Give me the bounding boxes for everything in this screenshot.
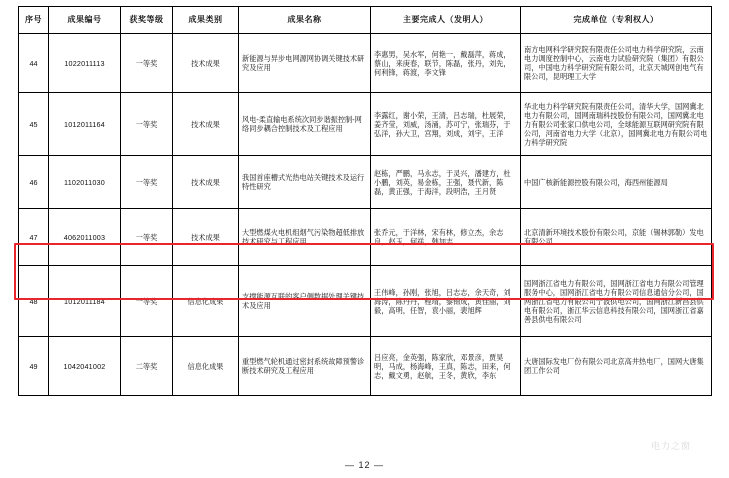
table-row <box>19 156 712 209</box>
cell-grade: 二等奖 <box>121 337 173 396</box>
cell-seq: 45 <box>19 93 49 156</box>
cell-code: 4062011003 <box>49 209 121 266</box>
cell-seq: 44 <box>19 34 49 93</box>
cell-type: 技术成果 <box>173 93 239 156</box>
cell-unit: 国网浙江省电力有限公司，国网浙江省电力有限公司管理服务中心，国网浙江省电力有限公司信息通信分公司，国网浙江省电力有限公司宁波供电公司，国网浙江新昌县供电有限公司，浙江华云信息科技有限公司，国网浙江省嘉善县供电有限公司 <box>521 266 712 337</box>
cell-people: 赵栋，严鹏，马永志，于灵兴，潘建方，杜小鹏，刘英，易金栋，王强，聂代新，陈磊，黄正强，于海洋，段明浩，王月贤 <box>371 156 521 209</box>
watermark-text: 电力之窗 <box>650 441 691 451</box>
column-header-grade: 获奖等级 <box>121 7 173 34</box>
cell-unit: 大唐国际发电厂份有限公司北京高井热电厂，国网大唐集团工作公司 <box>521 337 712 396</box>
table-row-highlighted <box>19 209 712 266</box>
cell-people: 吕应亮，金英强，陈家欣，邓景彦，贾昊明，马成，杨海峰，王真，陈志，田来，何志，戴文勇，赵航，王冬，黄欣，李东 <box>371 337 521 396</box>
cell-grade: 一等奖 <box>121 156 173 209</box>
cell-name: 风电-柔直输电系统次同步谐振控制-网络同步耦合控制技术及工程应用 <box>239 93 371 156</box>
cell-people: 李露红，谢小荣，王清，吕志瑞，杜展荣，姜齐莹，刘威，汤涌，苏可宁，张瑞芬，于弘洋，孙大卫，宫翔，刘成，刘宇，王洋 <box>371 93 521 156</box>
column-header-unit: 完成单位（专利权人） <box>521 7 712 34</box>
cell-grade: 一等奖 <box>121 93 173 156</box>
column-header-people: 主要完成人（发明人） <box>371 7 521 34</box>
cell-type: 技术成果 <box>173 209 239 266</box>
cell-code: 1102011030 <box>49 156 121 209</box>
cell-seq: 47 <box>19 209 49 266</box>
cell-code: 1012011184 <box>49 266 121 337</box>
cell-name: 重型燃气轮机通过密封系统故障预警诊断技术研究及工程应用 <box>239 337 371 396</box>
cell-seq: 49 <box>19 337 49 396</box>
cell-people: 张乔元，于洋林，宋有林，修立杰，余志良，赵玉，何祥，韩加志 <box>371 209 521 266</box>
document-page <box>0 6 729 478</box>
cell-unit: 华北电力科学研究院有限责任公司，清华大学，国网冀北电力有限公司，国网南瑞科技股份有限公司，国网冀北电力有限公司张家口供电公司，全球能源互联网研究院有限公司，河南省电力大学（北京），国网冀北电力有限公司电力科学研究院 <box>521 93 712 156</box>
cell-unit: 中国广核新能源控股有限公司，海西州能源局 <box>521 156 712 209</box>
cell-type: 信息化成果 <box>173 337 239 396</box>
cell-grade: 一等奖 <box>121 34 173 93</box>
cell-type: 信息化成果 <box>173 266 239 337</box>
cell-name: 新能源与异步电网源网协调关键技术研究及应用 <box>239 34 371 93</box>
cell-grade: 一等奖 <box>121 209 173 266</box>
cell-seq: 46 <box>19 156 49 209</box>
cell-type: 技术成果 <box>173 156 239 209</box>
cell-name: 支撑能源互联的客户侧数据处理关键技术及应用 <box>239 266 371 337</box>
column-header-seq: 序号 <box>19 7 49 34</box>
column-header-type: 成果类别 <box>173 7 239 34</box>
award-results-table <box>18 6 712 396</box>
table-row <box>19 93 712 156</box>
cell-grade: 一等奖 <box>121 266 173 337</box>
cell-unit: 北京清新环境技术股份有限公司，京能（锡林郭勒）发电有限公司 <box>521 209 712 266</box>
cell-code: 1022011113 <box>49 34 121 93</box>
cell-type: 技术成果 <box>173 34 239 93</box>
cell-unit: 南方电网科学研究院有限责任公司电力科学研究院，云南电力调度控制中心，云南电力试验研究院（集团）有限公司，中国电力科学研究院有限公司，北京天城网创电气有限公司，昆明理工大学 <box>521 34 712 93</box>
table-row <box>19 337 712 396</box>
cell-code: 1042041002 <box>49 337 121 396</box>
cell-people: 李惠男，吴水军，何艳一，戴磊萍，蒋成，蔡山，来庚春，联节，陈磊，张丹，刘先，何利锋，蒋渡，李文锋 <box>371 34 521 93</box>
cell-code: 1012011164 <box>49 93 121 156</box>
table-header-row <box>19 7 712 34</box>
page-number: — 12 — <box>344 460 384 470</box>
table-row <box>19 34 712 93</box>
cell-seq: 48 <box>19 266 49 337</box>
table-row <box>19 266 712 337</box>
column-header-code: 成果编号 <box>49 7 121 34</box>
cell-name: 我国首座槽式光热电站关键技术及运行特性研究 <box>239 156 371 209</box>
cell-people: 王伟峰，孙刚，张旭，吕志志，余天奇，刘海涛，陈丹丹，程靖，黎锦成，黄佳丽，刘毅，高明，任智，袁小丽，裴旭辉 <box>371 266 521 337</box>
column-header-name: 成果名称 <box>239 7 371 34</box>
cell-name: 大型燃煤火电机组烟气污染物超低排放技术研究与工程应用 <box>239 209 371 266</box>
